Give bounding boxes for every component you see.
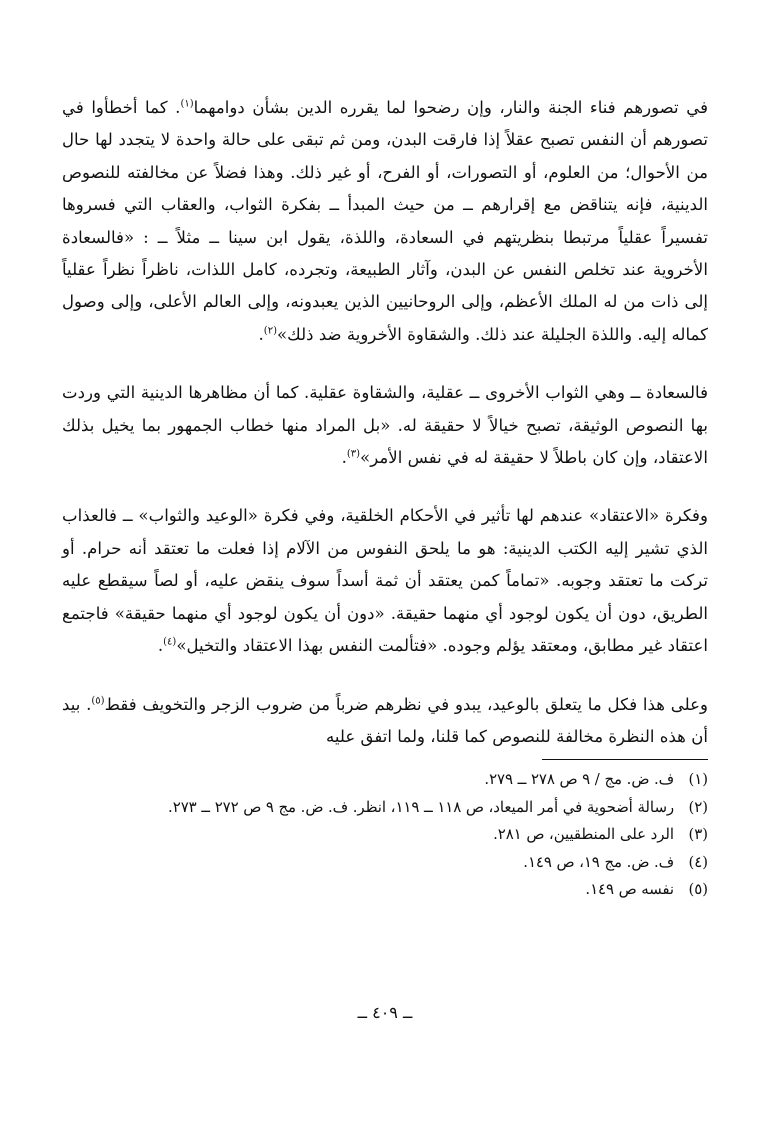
footnote-number: (١) [688,771,708,789]
footnote-marker: (٥) [91,694,105,706]
paragraph-3 [62,500,708,662]
footnote-text: نفسه ص ١٤٩. [585,881,674,899]
footnote-3 [62,821,708,849]
paragraph-text: . [341,448,347,468]
paragraph-2 [62,377,708,474]
paragraph-text: . كما أخطأوا في تصورهم أن النفس تصبح عقلاً إذا فارقت البدن، ومن ثم تبقى على حالة واحدة لا يتجدد لها حال من الأحوال؛ من العلوم، أو التصورات، أو الفرح، أو غير ذلك. وهذا فضلاً عن مخالفته للنصوص الدينية، فإنه يتناقض مع إقرارهم ــ من حيث المبدأ ــ بفكرة الثواب، والعقاب التي فسروها تفسيراً عقلياً مرتبطا بنظريتهم في السعادة، واللذة، يقول ابن سينا ــ مثلاً ــ : «فالسعادة الأخروية عند تخلص النفس عن البدن، وآثار الطبيعة، وتجرده، كامل اللذات، ناظراً نظراً عقلياً إلى ذات من له الملك الأعظم، وإلى الروحانيين الذين يعبدونه، وإلى العالم الأعلى، وإلى وصول كماله إليه. واللذة الجليلة عند ذلك. والشقاوة الأخروية ضد ذلك» [62,98,708,344]
footnote-number: (٤) [688,853,708,871]
footnotes-list [62,766,708,904]
paragraph-text: . بيد أن هذه النظرة مخالفة للنصوص كما قلنا، ولما اتفق عليه [62,694,708,746]
footnote-number: (٢) [688,798,708,816]
footnote-marker: (٤) [163,636,177,648]
footnote-marker: (٣) [346,448,361,460]
paragraph-text: وعلى هذا فكل ما يتعلق بالوعيد، يبدو في نظرهم ضرباً من ضروب الزجر والتخويف فقط [104,694,708,714]
footnote-divider [542,759,708,760]
paragraph-4 [62,689,708,754]
paragraph-text: . [258,324,264,344]
paragraph-text: في تصورهم فناء الجنة والنار، وإن رضحوا لما يقرره الدين بشأن دوامهما [193,98,708,117]
footnote-marker: (١) [180,98,194,110]
main-text [62,92,708,904]
footnote-text: الرد على المنطقيين، ص ٢٨١. [493,826,674,844]
footnote-1 [62,766,708,794]
footnote-text: رسالة أضحوية في أمر الميعاد، ص ١١٨ ــ ١١٩، انظر. ف. ض. مج ٩ ص ٢٧٢ ــ ٢٧٣. [168,798,674,816]
footnote-number: (٣) [688,826,708,844]
paragraph-text: . [157,636,164,656]
paragraph-text: فالسعادة ــ وهي الثواب الأخروى ــ عقلية، والشقاوة عقلية. كما أن مظاهرها الدينية التي وردت بها النصوص الوثيقة، تصبح خيالاً لا حقيقة له. «بل المراد منها خطاب الجمهور بما يخيل بذلك الاعتقاد، وإن كان باطلاً لا حقيقة له في نفس الأمر» [62,383,708,468]
paragraph-text: وفكرة «الاعتقاد» عندهم لها تأثير في الأحكام الخلقية، وفي فكرة «الوعيد والثواب» ــ فالعذاب الذي تشير إليه الكتب الدينية: هو ما يلحق النفوس من الآلام إذا فعلت ما تعتقد أنه حرام. أو تركت ما تعتقد وجوبه. «تماماً كمن يعتقد أن ثمة أسداً سوف ينقض عليه، أو لصاً سيقطع عليه الطريق، دون أن يكون لوجود أي منهما حقيقة. «دون أن يكون لوجود أي منهما حقيقة» فاجتمع اعتقاد غير مطابق، ومعتقد يؤلم وجوده. «فتألمت النفس بهذا الاعتقاد والتخيل» [62,506,708,656]
page-number: ــ ٤٠٩ ــ [357,1003,413,1022]
paragraph-1 [62,92,708,351]
footnote-text: ف. ض. مج ١٩، ص ١٤٩. [523,853,674,871]
footnote-marker: (٢) [263,325,277,337]
footnote-text: ف. ض. مج / ٩ ص ٢٧٨ ــ ٢٧٩. [484,771,674,789]
footnote-number: (٥) [688,881,708,899]
footnote-2 [62,794,708,822]
footnote-4 [62,849,708,877]
footnote-5 [62,876,708,904]
